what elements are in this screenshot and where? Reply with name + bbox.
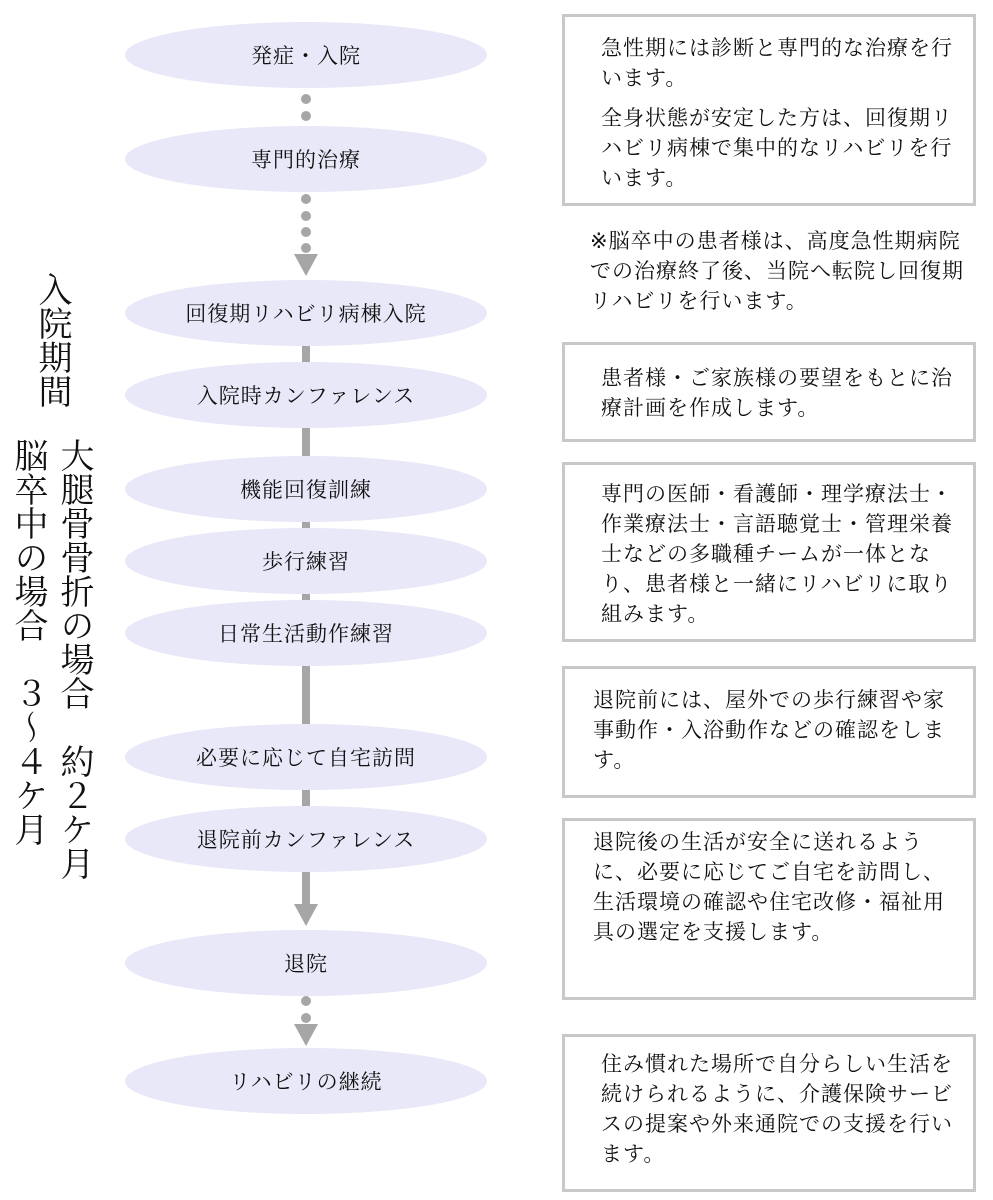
step-recovery-ward-admission: 回復期リハビリ病棟入院 <box>125 280 487 346</box>
connector-line <box>302 872 310 906</box>
description-team-text: 専門の医師・看護師・理学療法士・作業療法士・言語聴覚士・管理栄養士などの多職種チームが一体となり、患者様と一緒にリハビリに取り組みます。 <box>601 482 953 626</box>
connector-dot <box>301 1013 311 1023</box>
femur-fracture-duration: 大腿骨骨折の場合 約２ケ月 <box>54 438 94 880</box>
arrow-down-icon <box>294 1024 318 1046</box>
description-acute-text-1: 急性期には診断と専門的な治療を行います。 <box>601 36 953 90</box>
description-continuation <box>562 1034 976 1192</box>
stroke-duration: 脳卒中の場合 ３～４ケ月 <box>8 438 48 846</box>
connector-dot <box>301 194 311 204</box>
step-home-visit: 必要に応じて自宅訪問 <box>125 724 487 790</box>
step-discharge: 退院 <box>125 930 487 996</box>
connector-line <box>302 788 310 808</box>
connector-line <box>302 428 310 458</box>
step-pre-discharge-conference: 退院前カンファレンス <box>125 806 487 872</box>
connector-dot <box>301 111 311 121</box>
connector-dot <box>301 94 311 104</box>
description-continuation-text: 住み慣れた場所で自分らしい生活を続けられるように、介護保険サービスの提案や外来通院での支援を行います。 <box>601 1052 953 1166</box>
description-pre-discharge <box>562 666 976 798</box>
description-multidisciplinary-team <box>562 462 976 642</box>
description-acute-care <box>562 14 976 206</box>
step-onset-admission: 発症・入院 <box>125 22 487 88</box>
step-specialized-treatment: 専門的治療 <box>125 126 487 192</box>
connector-line <box>302 664 310 726</box>
connector-dot <box>301 227 311 237</box>
description-acute-text-2: 全身状態が安定した方は、回復期リハビリ病棟で集中的なリハビリを行います。 <box>601 106 953 190</box>
connector-line <box>302 344 310 362</box>
step-continued-rehab: リハビリの継続 <box>125 1048 487 1114</box>
description-home-visit-text: 退院後の生活が安全に送れるように、必要に応じてご自宅を訪問し、生活環境の確認や住宅改修・福祉用具の選定を支援します。 <box>593 830 945 944</box>
connector-dot <box>301 996 311 1006</box>
description-pre-discharge-text: 退院前には、屋外での歩行練習や家事動作・入浴動作などの確認をします。 <box>593 688 945 772</box>
description-home-visit <box>562 818 976 1000</box>
stroke-transfer-note: ※脳卒中の患者様は、高度急性期病院での治療終了後、当院へ転院し回復期リハビリを行います。 <box>590 229 964 313</box>
connector-dot <box>301 243 311 253</box>
description-admission-conference <box>562 342 976 442</box>
description-conference-text: 患者様・ご家族様の要望をもとに治療計画を作成します。 <box>601 366 953 420</box>
step-daily-living-practice: 日常生活動作練習 <box>125 600 487 666</box>
step-admission-conference: 入院時カンファレンス <box>125 362 487 428</box>
arrow-down-icon <box>294 254 318 276</box>
admission-period-title: 入院期間 <box>32 272 72 408</box>
connector-dot <box>301 211 311 221</box>
step-walking-practice: 歩行練習 <box>125 528 487 594</box>
step-function-recovery-training: 機能回復訓練 <box>125 456 487 522</box>
arrow-down-icon <box>294 904 318 926</box>
